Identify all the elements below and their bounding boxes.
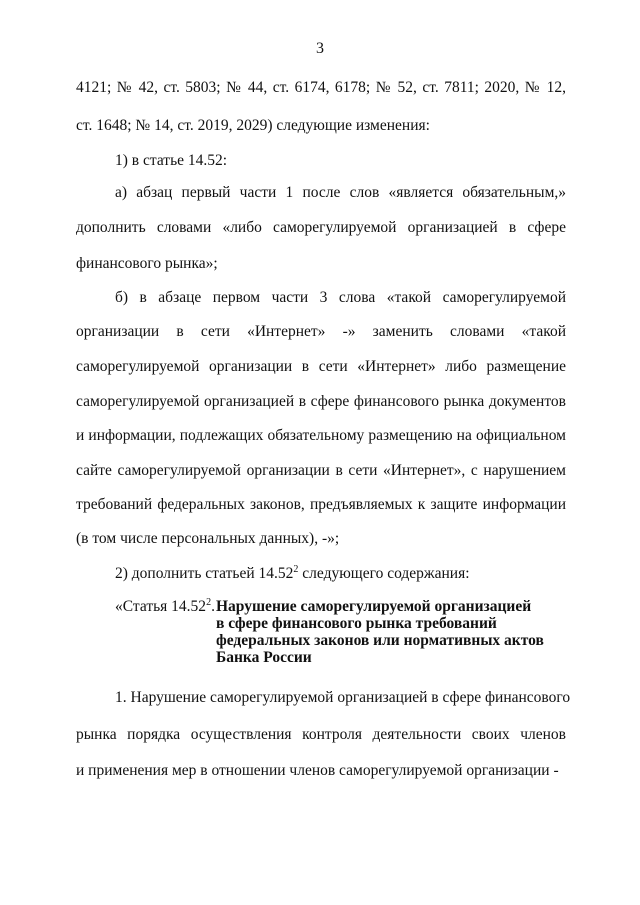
page-number: 3: [316, 40, 324, 57]
item-2-line: [115, 564, 470, 584]
article-heading-line: федеральных законов или нормативных актов: [216, 632, 544, 649]
text-line: организации в сети «Интернет» -» заменить словами «такой: [76, 323, 566, 340]
text-line: рынка порядка осуществления контроля деятельности своих членов: [76, 726, 566, 743]
text-line: сайте саморегулируемой организации в сети «Интернет», с нарушением: [76, 462, 566, 479]
superscript: 2: [206, 596, 212, 608]
text-line: требований федеральных законов, предъявляемых к защите информации: [76, 496, 566, 513]
item-2-text: 2) дополнить статьей 14.52: [115, 565, 294, 582]
article-label: [115, 598, 215, 615]
article-heading-line: в сфере финансового рынка требований: [216, 615, 497, 632]
text-line: и информации, подлежащих обязательному размещению на официальном: [76, 427, 566, 444]
article-heading-line: Нарушение саморегулируемой организацией: [216, 598, 532, 615]
item-2-text-tail: следующего содержания:: [298, 565, 470, 582]
text-line: б) в абзаце первом части 3 слова «такой саморегулируемой: [115, 289, 566, 306]
text-line: 1) в статье 14.52:: [115, 152, 228, 169]
text-line: и применения мер в отношении членов саморегулируемой организации -: [76, 762, 559, 779]
text-line: 4121; № 42, ст. 5803; № 44, ст. 6174, 6178; № 52, ст. 7811; 2020, № 12,: [76, 79, 566, 96]
text-line: финансового рынка»;: [76, 255, 218, 272]
text-line: саморегулируемой организации в сети «Интернет» либо размещение: [76, 358, 566, 375]
text-line: саморегулируемой организацией в сфере финансового рынка документов: [76, 393, 566, 410]
text-line: дополнить словами «либо саморегулируемой организацией в сфере: [76, 219, 566, 236]
superscript: 2: [293, 563, 299, 575]
article-heading-line: Банка России: [216, 649, 312, 666]
article-label-text: «Статья 14.52: [115, 598, 207, 615]
article-label-dot: .: [211, 598, 215, 615]
text-line: а) абзац первый части 1 после слов «является обязательным,»: [115, 184, 566, 201]
text-line: 1. Нарушение саморегулируемой организацией в сфере финансового: [115, 689, 571, 706]
text-line: ст. 1648; № 14, ст. 2019, 2029) следующие изменения:: [76, 117, 430, 134]
text-line: (в том числе персональных данных), -»;: [76, 530, 340, 547]
